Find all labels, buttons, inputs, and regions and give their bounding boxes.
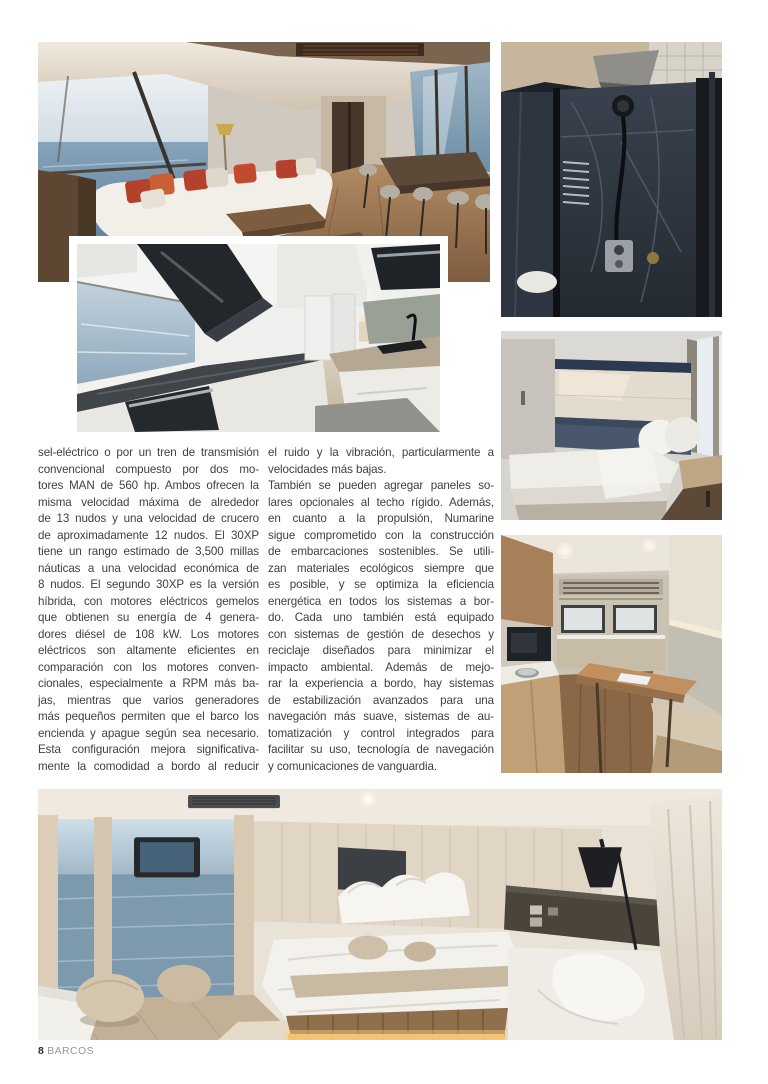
text-line: náuticas a una velocidad económica de: [38, 561, 259, 575]
text-line: 8 nudos. El segundo 30XP es la versión: [38, 578, 259, 591]
text-line: tiene un rango estimado de 3,500 millas: [38, 545, 259, 558]
galley-photo-illustration: [501, 535, 722, 773]
bedroom-photo-illustration: [38, 789, 722, 1040]
text-line: cionales, especialmente a RPM más ba-: [38, 677, 259, 690]
bedroom-photo: [38, 789, 722, 1040]
text-line: rar la experiencia a bordo, hay sistemas: [268, 677, 494, 690]
text-line: mente la comodidad a bordo al reducir: [38, 759, 259, 773]
text-line: navegación más suave, sistemas de au-: [268, 710, 494, 723]
text-line: También se pueden agregar paneles so-: [268, 479, 494, 492]
text-line: encienda y apague según sea necesario.: [38, 726, 259, 740]
kitchen-photo: [77, 244, 440, 432]
shower-photo: [501, 42, 722, 317]
text-line: con sistemas de gestión de desechos y: [268, 627, 494, 641]
text-line: de aproximadamente 12 nudos. El 30XP: [38, 528, 259, 542]
cabin-photo: [501, 331, 722, 520]
text-line: zan materiales ecológicos siempre que: [268, 561, 494, 575]
text-line: híbrida, con motores eléctricos gemelos: [38, 594, 259, 608]
magazine-name: BARCOS: [47, 1045, 94, 1057]
page-number: 8: [38, 1045, 45, 1057]
article-column-left: [38, 445, 259, 775]
text-line: lares opcionales al techo rígido. Además,: [268, 495, 494, 509]
page-footer: [38, 1045, 94, 1057]
text-line: Esta configuración mejora significativa-: [38, 743, 259, 756]
text-line: más pequeños permiten que el barco los: [38, 710, 259, 723]
text-line: de embarcaciones sostenibles. Se utili-: [268, 545, 494, 558]
text-line: energética en todos los sistemas a bor-: [268, 594, 494, 608]
text-line: velocidades más bajas.: [268, 462, 387, 476]
text-line: de 13 nudos y una velocidad de crucero: [38, 512, 259, 525]
article-column-right: [268, 445, 494, 775]
text-line: en cuanto a la propulsión, Numarine: [268, 512, 494, 525]
text-line: el ruido y la vibración, particularmente a: [268, 446, 494, 459]
text-line: eléctricos son altamente eficientes en: [38, 644, 259, 657]
text-line: tomatización y control integrados para: [268, 726, 494, 740]
text-line: jas, mientras que varios generadores: [38, 693, 259, 707]
text-line: es posible, y se optimiza la eficiencia: [268, 578, 494, 591]
text-line: que obtienen su energía de 4 genera-: [38, 611, 259, 624]
text-line: dores diésel de 108 kW. Los motores: [38, 627, 259, 641]
text-line: impacto ambiental. Además de mejo-: [268, 660, 494, 674]
kitchen-photo-frame: [69, 236, 448, 440]
text-line: reciclaje diseñados para minimizar el: [268, 644, 494, 657]
text-line: convencional compuesto por dos mo-: [38, 462, 259, 476]
text-line: sel-eléctrico o por un tren de transmisión: [38, 446, 259, 459]
article-body: [38, 445, 494, 775]
text-line: comparación con los motores conven-: [38, 660, 259, 674]
text-line: facilitar su uso, tecnología de navegación: [268, 743, 494, 756]
text-line: y comunicaciones de vanguardia.: [268, 759, 437, 773]
text-line: de estabilización avanzados para una: [268, 693, 494, 707]
kitchen-photo-illustration: [77, 244, 440, 432]
shower-photo-illustration: [501, 42, 722, 317]
text-line: sigue comprometido con la construcción: [268, 528, 494, 542]
text-line: do. Cada uno también está equipado: [268, 611, 494, 624]
text-line: tores MAN de 560 hp. Ambos ofrecen la: [38, 479, 259, 492]
cabin-photo-illustration: [501, 331, 722, 520]
text-line: misma velocidad máxima de alrededor: [38, 495, 259, 509]
galley-photo: [501, 535, 722, 773]
